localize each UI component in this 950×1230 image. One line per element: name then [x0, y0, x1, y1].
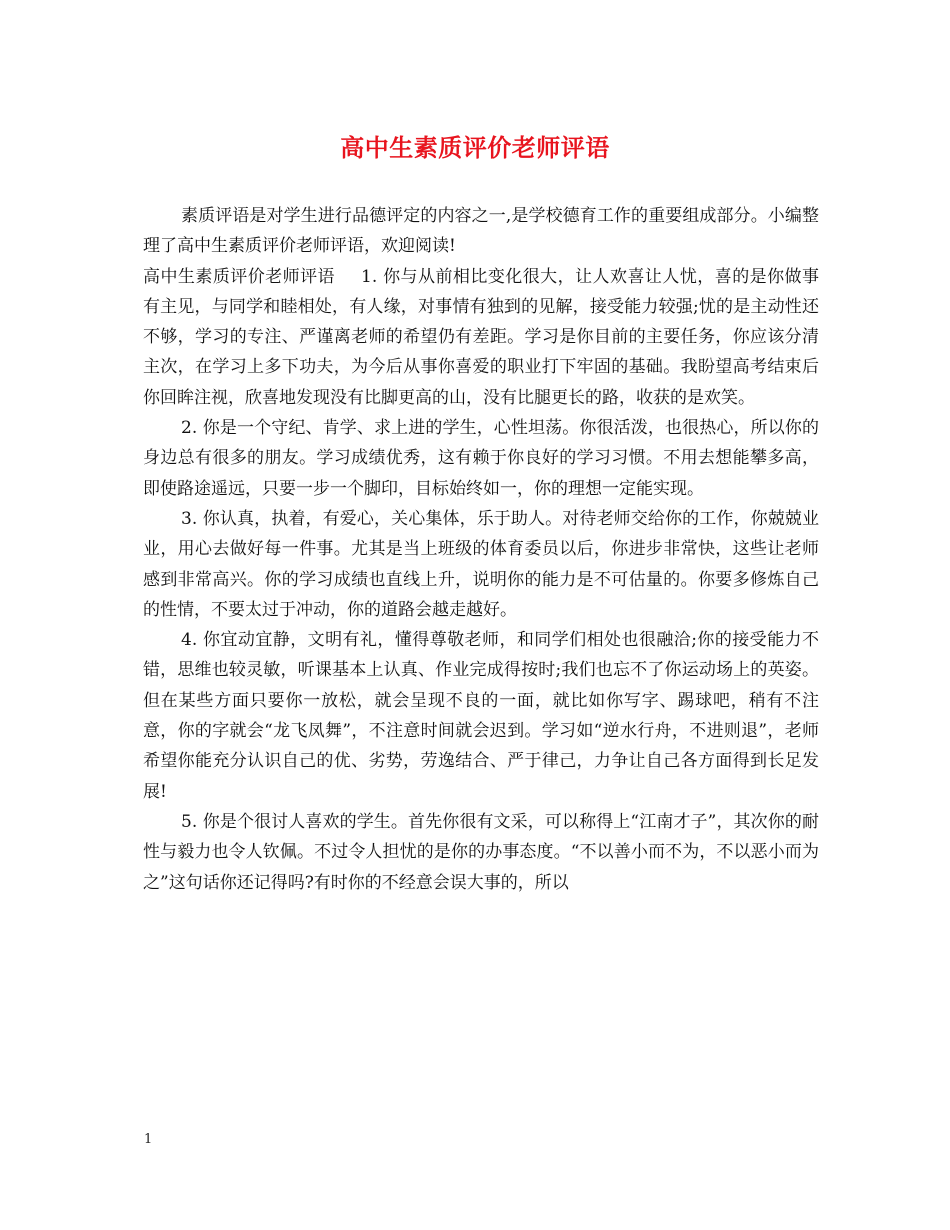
page-number: 1: [144, 1132, 153, 1147]
paragraph-1-text: 1. 你与从前相比变化很大，让人欢喜让人忧，喜的是你做事有主见，与同学和睦相处，有人缘，对事情有独到的见解，接受能力较强;忧的是主动性还不够，学习的专注、严谨离老师的希望仍有差距。学习是你目前的主要任务，你应该分清主次，在学习上多下功夫，为今后从事你喜爱的职业打下牢固的基础。我盼望高考结束后你回眸注视，欣喜地发现没有比脚更高的山，没有比腿更长的路，收获的是欢笑。: [143, 266, 820, 408]
document-body: [143, 201, 819, 898]
paragraph-1: [143, 262, 819, 413]
paragraph-4: 4. 你宜动宜静，文明有礼，懂得尊敬老师，和同学们相处也很融洽;你的接受能力不错，思维也较灵敏，听课基本上认真、作业完成得按时;我们也忘不了你运动场上的英姿。但在某些方面只要你一放松，就会呈现不良的一面，就比如你写字、踢球吧，稍有不注意，你的字就会“龙飞凤舞”，不注意时间就会迟到。学习如“逆水行舟，不进则退”，老师希望你能充分认识自己的优、劣势，劳逸结合、严于律己，力争让自己各方面得到长足发展!: [143, 630, 819, 802]
intro-paragraph: 素质评语是对学生进行品德评定的内容之一,是学校德育工作的重要组成部分。小编整理了高中生素质评价老师评语，欢迎阅读!: [143, 206, 819, 257]
document-title: 高中生素质评价老师评语: [340, 133, 610, 162]
paragraph-3: 3. 你认真，执着，有爱心，关心集体，乐于助人。对待老师交给你的工作，你兢兢业业，用心去做好每一件事。尤其是当上班级的体育委员以后，你进步非常快，这些让老师感到非常高兴。你的学习成绩也直线上升，说明你的能力是不可估量的。你要多修炼自己的性情，不要太过于冲动，你的道路会越走越好。: [143, 508, 819, 620]
section-heading: 高中生素质评价老师评语: [143, 266, 336, 287]
paragraph-5: 5. 你是个很讨人喜欢的学生。首先你很有文采，可以称得上“江南才子”，其次你的耐性与毅力也令人钦佩。不过令人担忧的是你的办事态度。“不以善小而不为，不以恶小而为之”这句话你还记得吗?有时你的不经意会误大事的，所以: [143, 811, 819, 893]
paragraph-2: 2. 你是一个守纪、肯学、求上进的学生，心性坦荡。你很活泼，也很热心，所以你的身边总有很多的朋友。学习成绩优秀，这有赖于你良好的学习习惯。不用去想能攀多高，即使路途遥远，只要一步一个脚印，目标始终如一，你的理想一定能实现。: [143, 418, 819, 499]
